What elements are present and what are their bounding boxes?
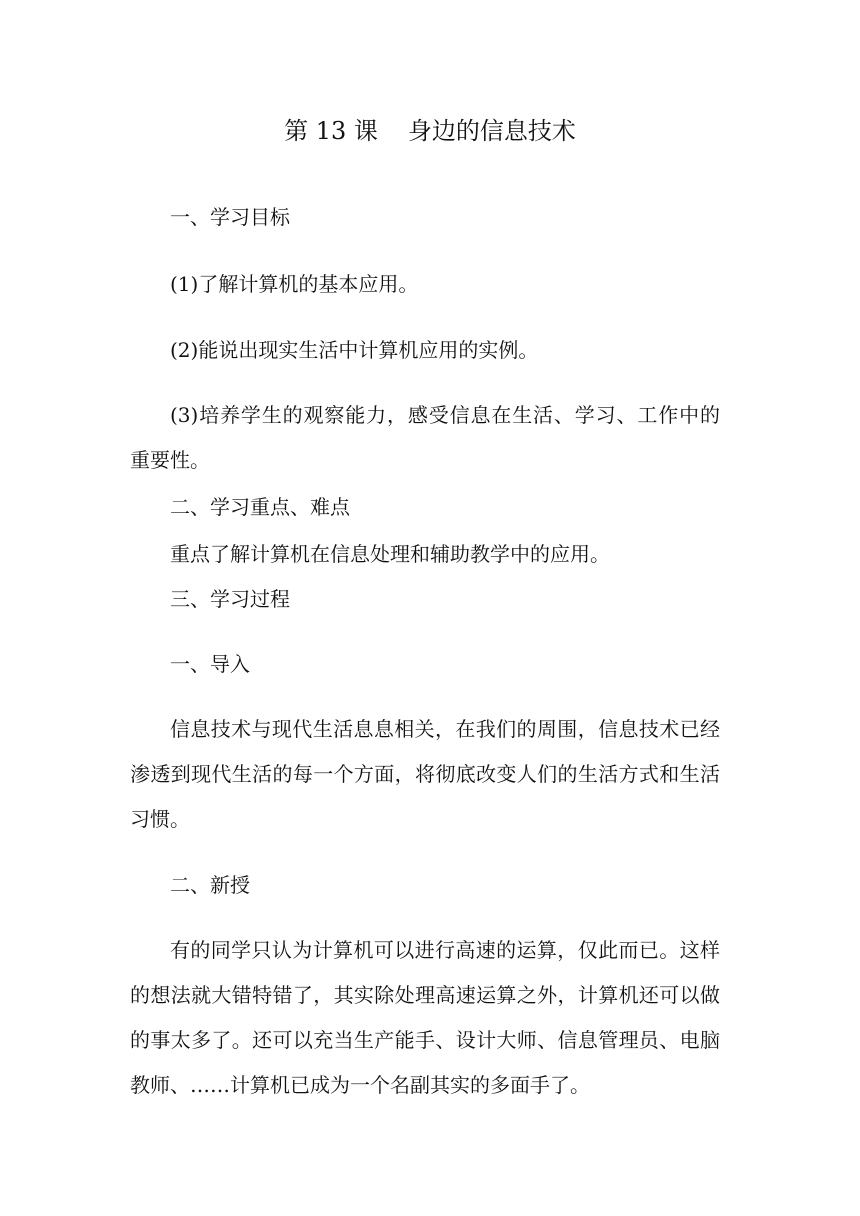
objective-2: (2)能说出现实生活中计算机应用的实例。 — [170, 338, 539, 362]
page-title — [0, 117, 860, 145]
keypoints-text: 重点了解计算机在信息处理和辅助教学中的应用。 — [170, 542, 610, 566]
objective-1: (1)了解计算机的基本应用。 — [170, 272, 419, 296]
lesson-name: 身边的信息技术 — [407, 117, 576, 145]
new-lesson-line-1: 有的同学只认为计算机可以进行高速的运算，仅此而已。这样 — [170, 938, 720, 962]
new-lesson-line-2: 的想法就大错特错了，其实除处理高速运算之外，计算机还可以做 — [130, 983, 720, 1007]
process-heading: 三、学习过程 — [170, 587, 290, 611]
objectives-heading: 一、学习目标 — [170, 205, 290, 229]
intro-line-1: 信息技术与现代生活息息相关，在我们的周围，信息技术已经 — [170, 717, 720, 741]
objective-3-line-1: (3)培养学生的观察能力，感受信息在生活、学习、工作中的 — [170, 403, 720, 427]
new-lesson-heading: 二、新授 — [170, 873, 250, 897]
intro-line-2: 渗透到现代生活的每一个方面，将彻底改变人们的生活方式和生活 — [130, 762, 720, 786]
lesson-number: 第 13 课 — [284, 117, 378, 145]
keypoints-heading: 二、学习重点、难点 — [170, 495, 350, 519]
objective-3-line-2: 重要性。 — [130, 448, 210, 472]
new-lesson-line-3: 的事太多了。还可以充当生产能手、设计大师、信息管理员、电脑 — [130, 1028, 720, 1052]
intro-line-3: 习惯。 — [130, 807, 190, 831]
new-lesson-line-4: 教师、……计算机已成为一个名副其实的多面手了。 — [130, 1073, 590, 1097]
intro-heading: 一、导入 — [170, 652, 250, 676]
